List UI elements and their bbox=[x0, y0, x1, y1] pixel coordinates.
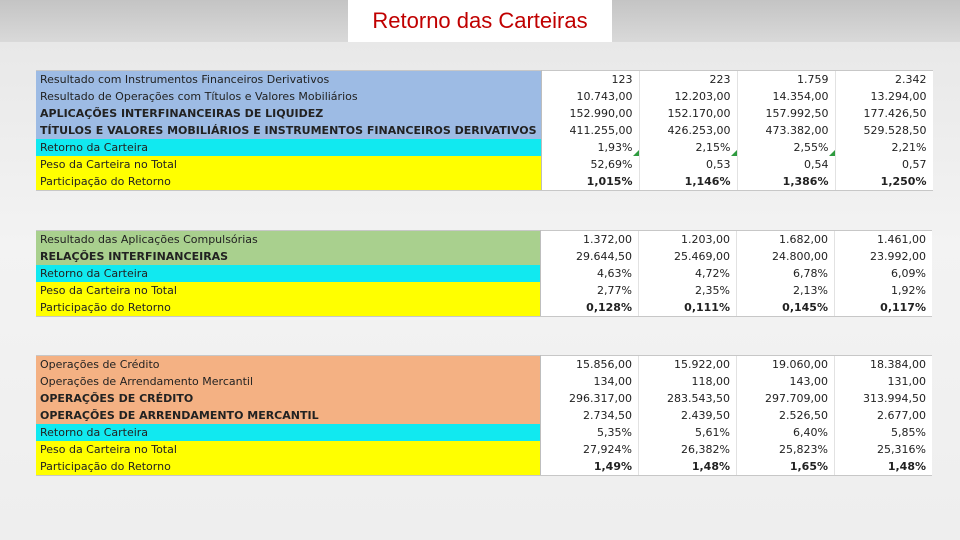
cell-value: 15.856,00 bbox=[541, 356, 639, 374]
title-box bbox=[348, 0, 612, 42]
row-label: Participação do Retorno bbox=[36, 173, 541, 191]
table-row bbox=[36, 373, 932, 390]
cell-value: 123 bbox=[541, 71, 639, 89]
cell-value: 27,924% bbox=[541, 441, 639, 458]
cell-value: 1,015% bbox=[541, 173, 639, 191]
cell-value: 26,382% bbox=[639, 441, 737, 458]
cell-value: 6,40% bbox=[737, 424, 835, 441]
cell-value: 2,21% bbox=[835, 139, 933, 156]
cell-value: 0,54 bbox=[737, 156, 835, 173]
cell-value: 15.922,00 bbox=[639, 356, 737, 374]
cell-value: 0,145% bbox=[737, 299, 835, 317]
cell-value: 152.170,00 bbox=[639, 105, 737, 122]
cell-value: 1,386% bbox=[737, 173, 835, 191]
cell-value: 157.992,50 bbox=[737, 105, 835, 122]
row-label: OPERAÇÕES DE CRÉDITO bbox=[36, 390, 541, 407]
cell-value: 529.528,50 bbox=[835, 122, 933, 139]
table-row bbox=[36, 299, 932, 317]
row-label: Resultado com Instrumentos Financeiros Derivativos bbox=[36, 71, 541, 89]
table-derivatives-securities bbox=[36, 70, 933, 191]
table-row bbox=[36, 231, 932, 249]
table-row bbox=[36, 356, 932, 374]
table-row bbox=[36, 458, 932, 476]
table-row bbox=[36, 441, 932, 458]
cell-value: 426.253,00 bbox=[639, 122, 737, 139]
row-label: OPERAÇÕES DE ARRENDAMENTO MERCANTIL bbox=[36, 407, 541, 424]
cell-value: 5,85% bbox=[835, 424, 933, 441]
cell-value: 4,72% bbox=[639, 265, 737, 282]
cell-value: 2,35% bbox=[639, 282, 737, 299]
cell-value: 25,823% bbox=[737, 441, 835, 458]
cell-value: 6,78% bbox=[737, 265, 835, 282]
cell-value: 19.060,00 bbox=[737, 356, 835, 374]
cell-value: 5,61% bbox=[639, 424, 737, 441]
cell-value: 2.734,50 bbox=[541, 407, 639, 424]
row-label: Retorno da Carteira bbox=[36, 424, 541, 441]
cell-value: 1.461,00 bbox=[835, 231, 933, 249]
title-bar bbox=[0, 0, 960, 42]
row-label: TÍTULOS E VALORES MOBILIÁRIOS E INSTRUMENTOS FINANCEIROS DERIVATIVOS bbox=[36, 122, 541, 139]
cell-value: 14.354,00 bbox=[737, 88, 835, 105]
row-label: Retorno da Carteira bbox=[36, 265, 541, 282]
row-label: Operações de Crédito bbox=[36, 356, 541, 374]
cell-value: 1.759 bbox=[737, 71, 835, 89]
cell-value: 0,117% bbox=[835, 299, 933, 317]
cell-value: 223 bbox=[639, 71, 737, 89]
cell-value: 2.342 bbox=[835, 71, 933, 89]
cell-value: 0,128% bbox=[541, 299, 639, 317]
cell-value: 2.677,00 bbox=[835, 407, 933, 424]
cell-value: 52,69% bbox=[541, 156, 639, 173]
row-label: Participação do Retorno bbox=[36, 299, 541, 317]
cell-value: 4,63% bbox=[541, 265, 639, 282]
cell-value: 152.990,00 bbox=[541, 105, 639, 122]
cell-value: 18.384,00 bbox=[835, 356, 933, 374]
cell-value: 1,92% bbox=[835, 282, 933, 299]
table-row bbox=[36, 407, 932, 424]
cell-value: 1,146% bbox=[639, 173, 737, 191]
cell-value: 411.255,00 bbox=[541, 122, 639, 139]
row-label: RELAÇÕES INTERFINANCEIRAS bbox=[36, 248, 541, 265]
cell-value: 1.682,00 bbox=[737, 231, 835, 249]
cell-value: 0,57 bbox=[835, 156, 933, 173]
cell-value: 23.992,00 bbox=[835, 248, 933, 265]
cell-value: 0,53 bbox=[639, 156, 737, 173]
cell-value: 1.372,00 bbox=[541, 231, 639, 249]
cell-value: 2,77% bbox=[541, 282, 639, 299]
cell-value: 134,00 bbox=[541, 373, 639, 390]
cell-value: 283.543,50 bbox=[639, 390, 737, 407]
cell-value: 5,35% bbox=[541, 424, 639, 441]
table-row bbox=[36, 122, 933, 139]
row-label: Peso da Carteira no Total bbox=[36, 156, 541, 173]
table-row bbox=[36, 282, 932, 299]
row-label: Retorno da Carteira bbox=[36, 139, 541, 156]
table-credit-leasing bbox=[36, 355, 932, 476]
cell-value: 131,00 bbox=[835, 373, 933, 390]
row-label: Peso da Carteira no Total bbox=[36, 441, 541, 458]
cell-value: 473.382,00 bbox=[737, 122, 835, 139]
cell-value: 143,00 bbox=[737, 373, 835, 390]
table-row bbox=[36, 71, 933, 89]
table-row bbox=[36, 156, 933, 173]
cell-value: 2,15% bbox=[639, 139, 737, 156]
row-label: Operações de Arrendamento Mercantil bbox=[36, 373, 541, 390]
slide-title: Retorno das Carteiras bbox=[372, 8, 588, 33]
cell-value: 2.439,50 bbox=[639, 407, 737, 424]
cell-value: 0,111% bbox=[639, 299, 737, 317]
cell-value: 6,09% bbox=[835, 265, 933, 282]
cell-value: 1,93% bbox=[541, 139, 639, 156]
cell-value: 1,49% bbox=[541, 458, 639, 476]
cell-value: 177.426,50 bbox=[835, 105, 933, 122]
cell-value: 2.526,50 bbox=[737, 407, 835, 424]
cell-value: 12.203,00 bbox=[639, 88, 737, 105]
cell-value: 1,65% bbox=[737, 458, 835, 476]
cell-value: 10.743,00 bbox=[541, 88, 639, 105]
row-label: APLICAÇÕES INTERFINANCEIRAS DE LIQUIDEZ bbox=[36, 105, 541, 122]
row-label: Resultado das Aplicações Compulsórias bbox=[36, 231, 541, 249]
table-row bbox=[36, 265, 932, 282]
table-row bbox=[36, 390, 932, 407]
cell-value: 313.994,50 bbox=[835, 390, 933, 407]
table-row bbox=[36, 424, 932, 441]
table-row bbox=[36, 173, 933, 191]
row-label: Participação do Retorno bbox=[36, 458, 541, 476]
cell-value: 1,48% bbox=[639, 458, 737, 476]
row-label: Resultado de Operações com Títulos e Valores Mobiliários bbox=[36, 88, 541, 105]
table-row bbox=[36, 139, 933, 156]
cell-value: 25,316% bbox=[835, 441, 933, 458]
cell-value: 24.800,00 bbox=[737, 248, 835, 265]
cell-value: 297.709,00 bbox=[737, 390, 835, 407]
cell-value: 296.317,00 bbox=[541, 390, 639, 407]
table-row bbox=[36, 248, 932, 265]
cell-value: 1,250% bbox=[835, 173, 933, 191]
cell-value: 29.644,50 bbox=[541, 248, 639, 265]
table-row bbox=[36, 88, 933, 105]
cell-value: 25.469,00 bbox=[639, 248, 737, 265]
cell-value: 1,48% bbox=[835, 458, 933, 476]
cell-value: 2,55% bbox=[737, 139, 835, 156]
table-compulsory-interbank bbox=[36, 230, 932, 317]
cell-value: 118,00 bbox=[639, 373, 737, 390]
cell-value: 13.294,00 bbox=[835, 88, 933, 105]
row-label: Peso da Carteira no Total bbox=[36, 282, 541, 299]
cell-value: 1.203,00 bbox=[639, 231, 737, 249]
cell-value: 2,13% bbox=[737, 282, 835, 299]
table-row bbox=[36, 105, 933, 122]
